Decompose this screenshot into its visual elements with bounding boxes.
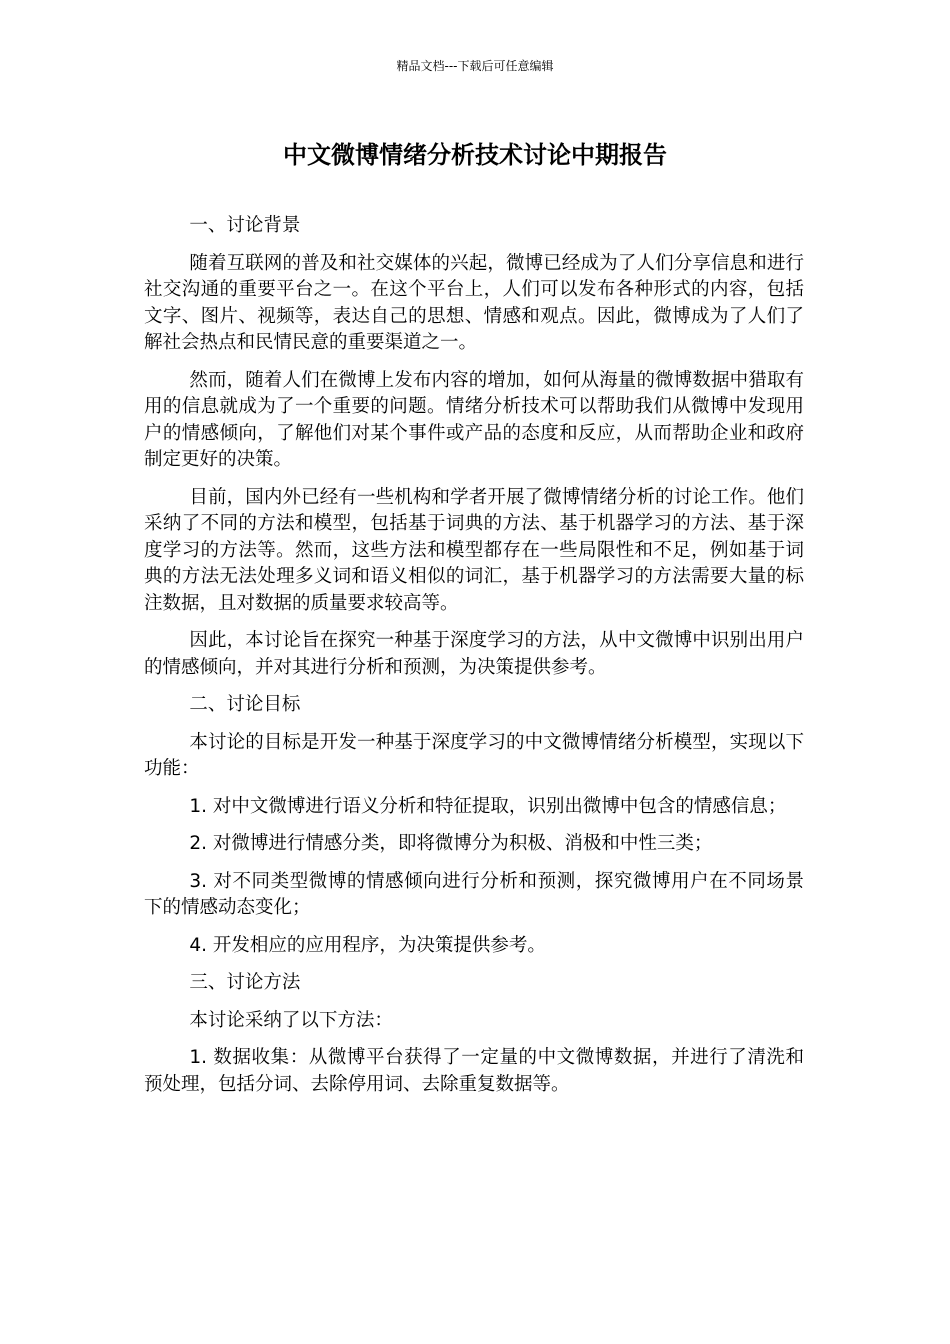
paragraph: 本讨论的目标是开发一种基于深度学习的中文微博情绪分析模型，实现以下功能：: [144, 731, 804, 779]
list-item: 4. 开发相应的应用程序，为决策提供参考。: [189, 934, 546, 956]
paragraph: 因此，本讨论旨在探究一种基于深度学习的方法，从中文微博中识别出用户的情感倾向，并对其进行分析和预测，为决策提供参考。: [144, 630, 804, 678]
paragraph: 本讨论采纳了以下方法：: [189, 1009, 393, 1031]
paragraph: 随着互联网的普及和社交媒体的兴起，微博已经成为了人们分享信息和进行社交沟通的重要平台之一。在这个平台上，人们可以发布各种形式的内容，包括文字、图片、视频等，表达自己的思想、情感和观点。因此，微博成为了人们了解社会热点和民情民意的重要渠道之一。: [144, 252, 804, 353]
section-heading-methods: 三、讨论方法: [189, 972, 301, 993]
document-body: [144, 213, 804, 1109]
list-item: 2. 对微博进行情感分类，即将微博分为积极、消极和中性三类；: [189, 833, 713, 854]
section-heading-background: 一、讨论背景: [189, 215, 301, 236]
list-item: 3. 对不同类型微博的情感倾向进行分析和预测，探究微博用户在不同场景下的情感动态变化；: [144, 870, 804, 918]
paragraph: 目前，国内外已经有一些机构和学者开展了微博情绪分析的讨论工作。他们采纳了不同的方法和模型，包括基于词典的方法、基于机器学习的方法、基于深度学习的方法等。然而，这些方法和模型都存在一些局限性和不足，例如基于词典的方法无法处理多义词和语义相似的词汇，基于机器学习的方法需要大量的标注数据，且对数据的质量要求较高等。: [144, 486, 804, 614]
list-item: 1. 数据收集：从微博平台获得了一定量的中文微博数据，并进行了清洗和预处理，包括分词、去除停用词、去除重复数据等。: [144, 1047, 804, 1095]
header-note: 精品文档---下载后可任意编辑: [396, 59, 554, 73]
list-item: 1. 对中文微博进行语义分析和特征提取，识别出微博中包含的情感信息；: [189, 795, 787, 817]
page-title: 中文微博情绪分析技术讨论中期报告: [283, 141, 667, 169]
paragraph: 然而，随着人们在微博上发布内容的增加，如何从海量的微博数据中猎取有用的信息就成为了一个重要的问题。情绪分析技术可以帮助我们从微博中发现用户的情感倾向，了解他们对某个事件或产品的态度和反应，从而帮助企业和政府制定更好的决策。: [144, 369, 804, 470]
section-heading-goals: 二、讨论目标: [189, 694, 301, 715]
